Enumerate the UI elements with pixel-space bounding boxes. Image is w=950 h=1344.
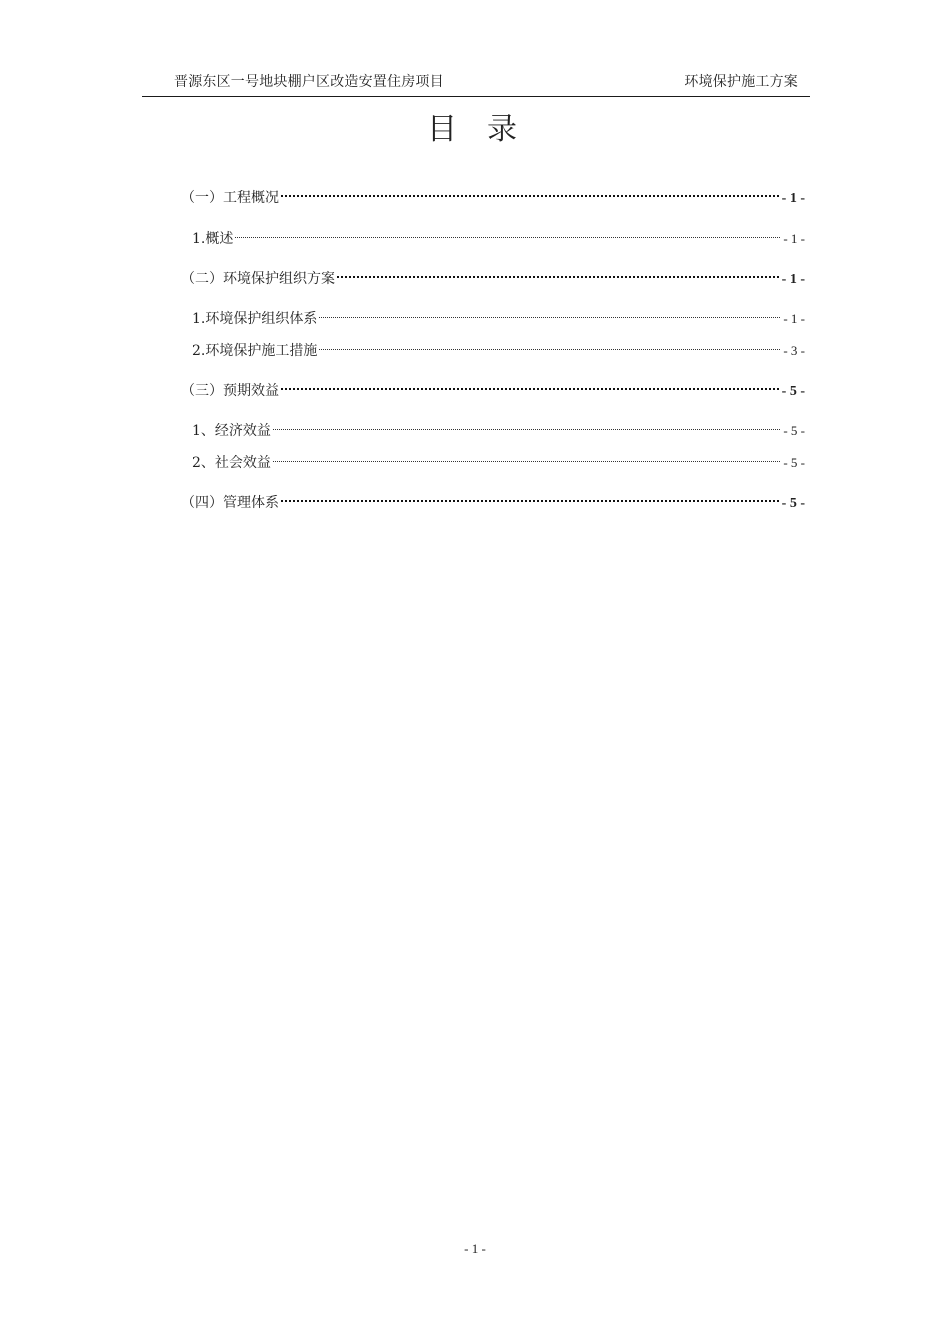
toc-entry[interactable] xyxy=(181,487,805,511)
toc-entry-page: - 5 - xyxy=(783,423,805,438)
page-title: 目录 xyxy=(427,112,547,147)
toc-entry-label: （三）预期效益 xyxy=(181,383,279,399)
toc-entry-page: - 5 - xyxy=(783,455,805,470)
toc-entry[interactable] xyxy=(192,335,805,359)
toc-entry[interactable] xyxy=(181,375,805,399)
header-document-type: 环境保护施工方案 xyxy=(684,74,798,90)
toc-entry-label: 2.环境保护施工措施 xyxy=(192,343,318,359)
toc-entry-page: - 5 - xyxy=(781,384,805,399)
toc-entry-label: （一）工程概况 xyxy=(181,190,279,206)
toc-entry[interactable] xyxy=(192,303,805,327)
toc-entry-page: - 5 - xyxy=(781,496,805,511)
toc-leader-dots xyxy=(319,335,780,355)
toc-leader-dots xyxy=(235,223,780,243)
toc-entry[interactable] xyxy=(181,182,805,206)
toc-entry[interactable] xyxy=(192,223,805,247)
toc-entry[interactable] xyxy=(181,263,805,287)
footer-page-number: - 1 - xyxy=(464,1241,486,1256)
toc-entry-label: 1.环境保护组织体系 xyxy=(192,311,318,327)
toc-leader-dots xyxy=(319,303,780,323)
toc-entry-page: - 1 - xyxy=(783,311,805,326)
toc-leader-dots xyxy=(337,263,779,283)
toc-entry-label: 1.概述 xyxy=(192,231,234,247)
toc-entry-page: - 1 - xyxy=(783,231,805,246)
toc-entry[interactable] xyxy=(192,447,805,471)
toc-entry-page: - 1 - xyxy=(781,272,805,287)
toc-leader-dots xyxy=(281,487,779,507)
toc-entry-page: - 1 - xyxy=(781,191,805,206)
toc-entry-label: （四）管理体系 xyxy=(181,495,279,511)
toc-leader-dots xyxy=(281,182,779,202)
header-project-name: 晋源东区一号地块棚户区改造安置住房项目 xyxy=(174,74,444,90)
toc-entry-label: （二）环境保护组织方案 xyxy=(181,271,335,287)
toc-leader-dots xyxy=(273,415,780,435)
toc-leader-dots xyxy=(281,375,779,395)
toc-entry-label: 1、经济效益 xyxy=(192,423,271,439)
toc-entry[interactable] xyxy=(192,415,805,439)
toc-leader-dots xyxy=(273,447,780,467)
toc-entry-label: 2、社会效益 xyxy=(192,455,271,471)
toc-entry-page: - 3 - xyxy=(783,343,805,358)
